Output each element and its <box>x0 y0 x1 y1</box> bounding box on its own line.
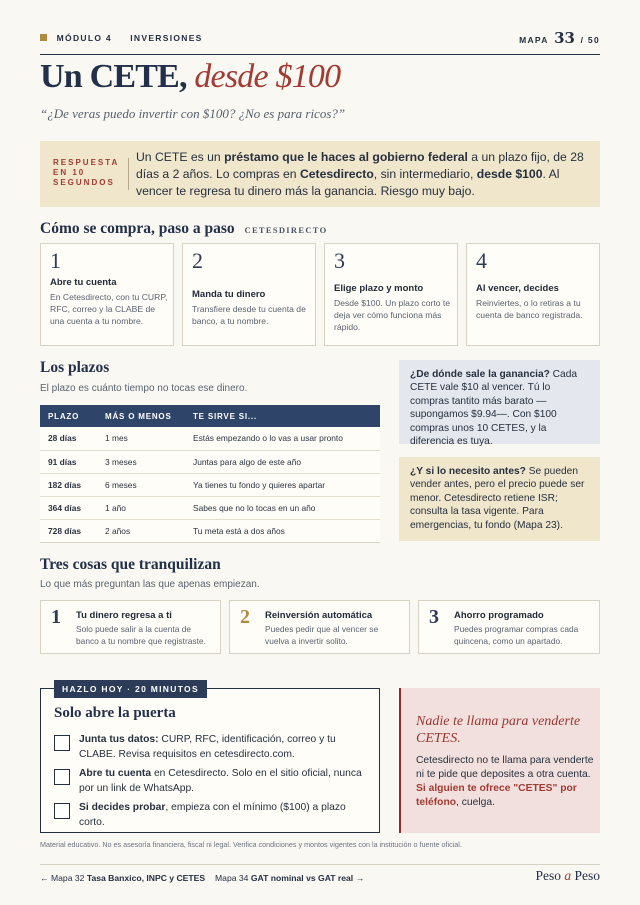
calm-title: Ahorro programado <box>454 610 544 621</box>
map-number: 33 <box>554 29 575 47</box>
table-row <box>40 450 380 473</box>
calm-number: 3 <box>429 606 439 628</box>
calm-intro: Lo que más preguntan las que apenas empiezan. <box>40 579 260 590</box>
step-desc: Reinviertes, o lo retiras a tu cuenta de banco registrada. <box>476 298 583 320</box>
table-cell: Estás empezando o lo vas a usar pronto <box>185 427 380 450</box>
table-cell: 28 días <box>40 427 97 450</box>
do-it-badge: HAZLO HOY · 20 MINUTOS <box>54 680 207 698</box>
step-number: 4 <box>476 248 487 273</box>
calm-card <box>40 600 221 654</box>
page-subtitle: “¿De veras puedo invertir con $100? ¿No es para ricos?” <box>40 106 346 121</box>
table-cell: Juntas para algo de este año <box>185 450 380 473</box>
table-cell: 364 días <box>40 496 97 519</box>
calm-title: Reinversión automática <box>265 610 373 621</box>
brand-logo: Peso a Peso <box>535 868 600 883</box>
top-bar <box>40 29 600 49</box>
table-row <box>40 427 380 450</box>
checklist-text: Abre tu cuenta en Cetesdirecto. Solo en el sitio oficial, nunca por un link de WhatsApp. <box>79 768 362 794</box>
step-card <box>466 243 600 346</box>
table-header-row <box>40 405 380 427</box>
table-cell: Ya tienes tu fondo y quieres apartar <box>185 473 380 496</box>
checklist-text: Si decides probar, empieza con el mínimo ($100) a plazo corto. <box>79 802 346 828</box>
table-cell: 1 mes <box>97 427 185 450</box>
calm-number: 1 <box>51 606 61 628</box>
step-number: 3 <box>334 248 345 273</box>
header-divider <box>40 54 600 55</box>
step-desc: En Cetesdirecto, con tu CURP, RFC, correo y la CLABE de una cuenta a tu nombre. <box>50 292 168 326</box>
map-total: / 50 <box>580 35 600 45</box>
step-title: Elige plazo y monto <box>334 283 424 294</box>
checkbox[interactable] <box>54 769 70 785</box>
step-desc: Desde $100. Un plazo corto te deja ver cómo funciona más rápido. <box>334 298 451 332</box>
step-number: 2 <box>192 248 203 273</box>
table-cell: 3 meses <box>97 450 185 473</box>
step-title: Abre tu cuenta <box>50 277 117 288</box>
calm-title: Tu dinero regresa a ti <box>76 610 172 621</box>
quick-answer-box <box>40 141 600 207</box>
table-row <box>40 496 380 519</box>
map-counter: MAPA 33 / 50 <box>519 29 600 47</box>
table-cell: 91 días <box>40 450 97 473</box>
table-cell: 728 días <box>40 519 97 542</box>
step-card <box>40 243 174 346</box>
do-it-today-box <box>40 684 380 833</box>
disclaimer: Material educativo. No es asesoría financiera, fiscal ni legal. Verifica condiciones y montos vigentes con la institución o fuente oficial. <box>40 840 462 849</box>
plazos-intro: El plazo es cuánto tiempo no tocas ese dinero. <box>40 383 248 394</box>
checklist-item <box>54 733 369 763</box>
table-cell: 182 días <box>40 473 97 496</box>
quick-answer-text: Un CETE es un préstamo que le haces al gobierno federal a un plazo fijo, de 28 días a 2 años. Lo compras en Cetesdirecto, sin intermediario, desde $100. Al vencer te regresa tu dinero más la ganancia. Riesgo muy bajo. <box>136 150 584 198</box>
step-number: 1 <box>50 248 61 273</box>
step-desc: Transfiere desde tu cuenta de banco, a tu nombre. <box>192 304 306 326</box>
table-cell: 1 año <box>97 496 185 519</box>
steps-heading: Cómo se compra, paso a paso CETESDIRECTO <box>40 220 328 237</box>
calm-desc: Puedes pedir que al vencer se vuelva a invertir solito. <box>265 624 379 646</box>
step-title: Manda tu dinero <box>192 289 266 300</box>
step-card <box>324 243 458 346</box>
calm-desc: Solo puede salir a la cuenta de banco a tu nombre que registraste. <box>76 624 206 646</box>
plazos-heading: Los plazos <box>40 359 110 376</box>
title-accent: desde $100 <box>194 58 341 95</box>
early-sale-box: ¿Y si lo necesito antes? Se pueden vender antes, pero el precio puede ser menor. Cetesdirecto retiene ISR; consulta la tasa vigente. Para emergencias, tu fondo (Mapa 23). <box>399 457 600 541</box>
step-title: Al vencer, decides <box>476 283 559 294</box>
calm-number: 2 <box>240 606 250 628</box>
table-row <box>40 473 380 496</box>
next-map-link[interactable]: Mapa 34 GAT nominal vs GAT real → <box>215 873 365 883</box>
calm-card <box>418 600 600 654</box>
module-square-icon <box>40 34 47 41</box>
scam-warning-box <box>399 688 600 833</box>
table-cell: 2 años <box>97 519 185 542</box>
prev-map-link[interactable]: ← Mapa 32 Tasa Banxico, INPC y CETES <box>40 873 206 883</box>
column-header: TE SIRVE SI... <box>185 405 380 427</box>
plazos-table <box>40 405 380 543</box>
checklist-text: Junta tus datos: CURP, RFC, identificación, correo y tu CLABE. Revisa requisitos en cetesdirecto.com. <box>79 734 336 760</box>
calm-desc: Puedes programar compras cada quincena, como un apartado. <box>454 624 579 646</box>
checklist-item <box>54 767 369 797</box>
module-label: MÓDULO 4 <box>56 33 112 43</box>
quick-answer-label: RESPUESTA EN 10 SEGUNDOS <box>53 158 120 187</box>
table-cell: Tu meta está a dos años <box>185 519 380 542</box>
steps-tag: CETESDIRECTO <box>244 225 328 235</box>
answer-divider <box>128 158 129 190</box>
page-title: Un CETE, desde $100 <box>40 58 341 95</box>
calm-heading: Tres cosas que tranquilizan <box>40 556 221 573</box>
warning-heading: Nadie te llama para venderte CETES. <box>416 714 581 746</box>
warning-text: Cetesdirecto no te llama para venderte ni te pide que deposites a otra cuenta. Si alguien te ofrece "CETES" por teléfono, cuelga. <box>416 755 594 808</box>
checkbox[interactable] <box>54 803 70 819</box>
calm-card <box>229 600 410 654</box>
table-row <box>40 519 380 542</box>
checkbox[interactable] <box>54 735 70 751</box>
do-it-heading: Solo abre la puerta <box>54 705 176 721</box>
table-cell: Sabes que no lo tocas en un año <box>185 496 380 519</box>
step-card <box>182 243 316 346</box>
checklist-item <box>54 801 369 828</box>
column-header: MÁS O MENOS <box>97 405 185 427</box>
section-label: INVERSIONES <box>130 33 203 43</box>
table-cell: 6 meses <box>97 473 185 496</box>
column-header: PLAZO <box>40 405 97 427</box>
footer-divider <box>40 864 600 865</box>
gain-explainer-box: ¿De dónde sale la ganancia? Cada CETE vale $10 al vencer. Tú lo compras tantito más barato —supongamos $9.94—. Con $100 compras unos 10 CETES, y la diferencia es tuya. <box>399 360 600 444</box>
